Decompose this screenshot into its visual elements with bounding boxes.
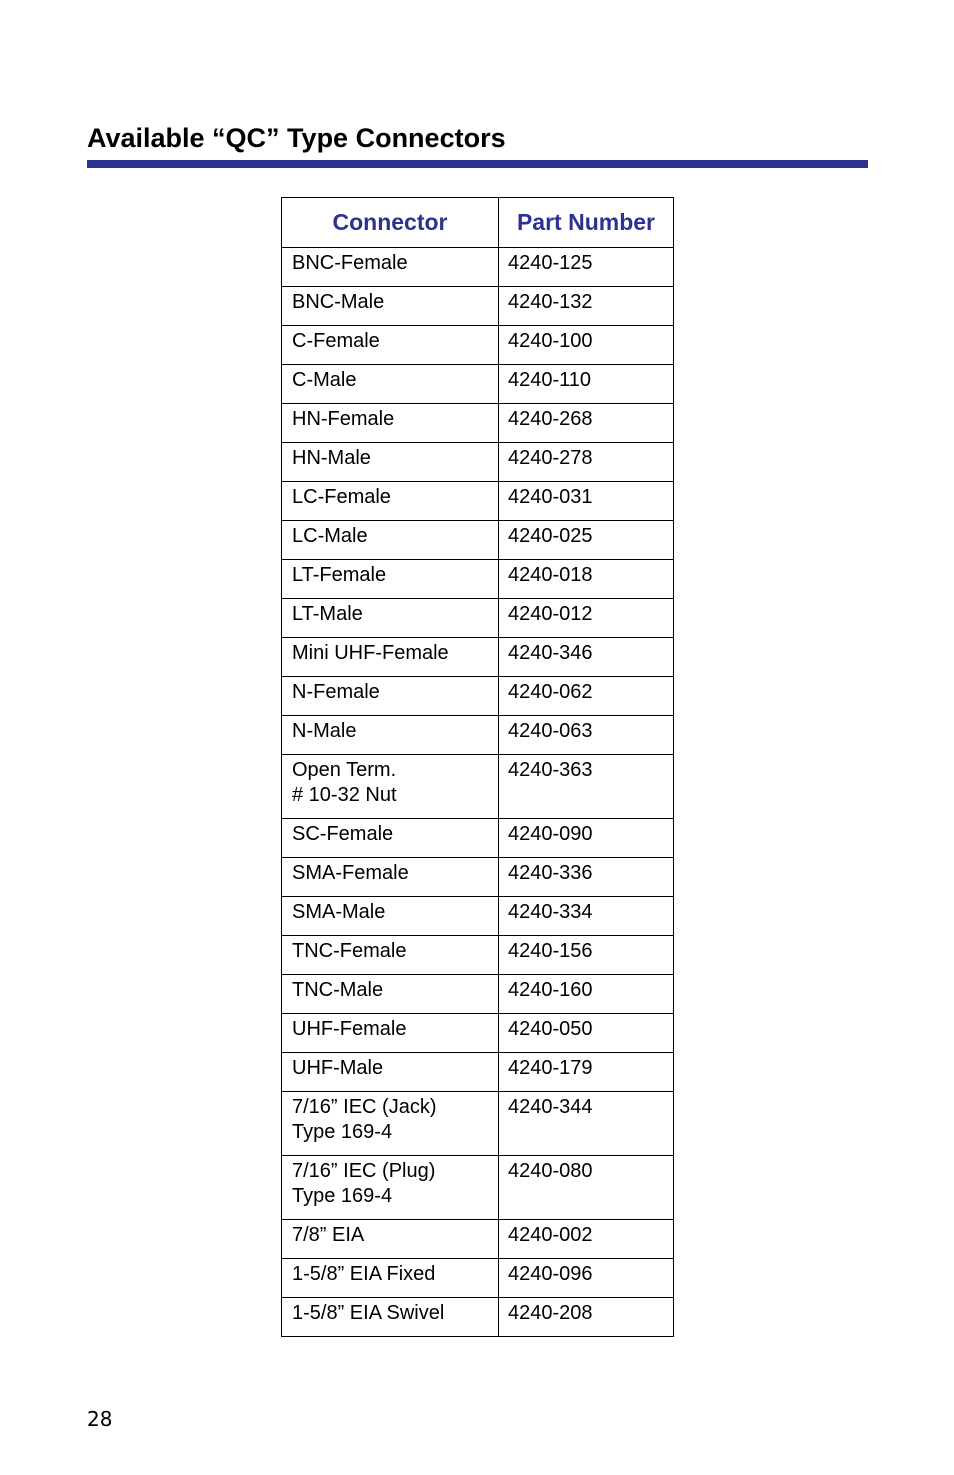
table-row [282,1156,674,1220]
connector-name-line: SMA-Male [292,901,386,923]
table-row [282,755,674,819]
part-number-cell: 4240-018 [499,560,674,599]
connector-cell [282,248,499,287]
part-number-cell: 4240-050 [499,1014,674,1053]
connector-name-line: LT-Female [292,564,387,586]
table-row [282,677,674,716]
table-row [282,365,674,404]
connector-table-container [281,197,673,1337]
table-row [282,326,674,365]
connector-name-line: C-Female [292,330,380,352]
connector-cell [282,1156,499,1220]
table-row [282,521,674,560]
connector-name-line: LT-Male [292,603,363,625]
connector-cell [282,482,499,521]
part-number-cell: 4240-156 [499,936,674,975]
part-number-cell: 4240-208 [499,1298,674,1337]
part-number-cell: 4240-268 [499,404,674,443]
connector-cell [282,404,499,443]
connector-name-line: 1-5/8” EIA Swivel [292,1302,445,1324]
connector-name-line: N-Male [292,720,357,742]
part-number-cell: 4240-031 [499,482,674,521]
connector-cell [282,560,499,599]
page-title: Available “QC” Type Connectors [87,123,506,153]
table-row [282,443,674,482]
connector-name-line: # 10-32 Nut [292,784,397,806]
connector-name-line: 7/16” IEC (Jack) [292,1096,437,1118]
part-number-cell: 4240-346 [499,638,674,677]
table-row [282,1092,674,1156]
part-number-cell: 4240-336 [499,858,674,897]
connector-name-line: TNC-Male [292,979,384,1001]
table-row [282,819,674,858]
part-number-cell: 4240-100 [499,326,674,365]
table-row [282,858,674,897]
connector-cell [282,638,499,677]
table-row [282,975,674,1014]
connector-cell [282,1092,499,1156]
connector-cell [282,326,499,365]
connector-name-line: HN-Female [292,408,395,430]
table-row [282,1220,674,1259]
table-row [282,287,674,326]
connector-name-line: SMA-Female [292,862,409,884]
table-body [282,248,674,1337]
connector-name-line: UHF-Male [292,1057,384,1079]
table-row [282,404,674,443]
connector-cell [282,521,499,560]
part-number-cell: 4240-363 [499,755,674,819]
title-rule [87,160,868,168]
connector-cell [282,677,499,716]
connector-cell [282,755,499,819]
connector-name-line: Type 169-4 [292,1185,393,1207]
connector-cell [282,858,499,897]
connector-name-line: C-Male [292,369,357,391]
table-row [282,1298,674,1337]
table-row [282,1053,674,1092]
part-number-cell: 4240-025 [499,521,674,560]
table-row [282,1259,674,1298]
table-row [282,936,674,975]
connector-table [281,197,674,1337]
connector-name-line: SC-Female [292,823,394,845]
page-number: 28 [87,1407,113,1431]
connector-name-line: N-Female [292,681,380,703]
connector-name-line: 1-5/8” EIA Fixed [292,1263,436,1285]
connector-name-line: Type 169-4 [292,1121,393,1143]
part-number-cell: 4240-344 [499,1092,674,1156]
connector-name-line: BNC-Male [292,291,385,313]
table-row [282,482,674,521]
part-number-cell: 4240-096 [499,1259,674,1298]
table-row [282,897,674,936]
table-row [282,248,674,287]
table-row [282,716,674,755]
part-number-cell: 4240-278 [499,443,674,482]
part-number-cell: 4240-012 [499,599,674,638]
connector-cell [282,897,499,936]
connector-cell [282,1014,499,1053]
connector-name-line: BNC-Female [292,252,408,274]
connector-cell [282,365,499,404]
column-header-part-number: Part Number [499,198,674,248]
connector-cell [282,287,499,326]
part-number-cell: 4240-062 [499,677,674,716]
connector-name-line: LC-Male [292,525,368,547]
connector-cell [282,1220,499,1259]
connector-cell [282,716,499,755]
table-header-row [282,198,674,248]
connector-name-line: 7/16” IEC (Plug) [292,1160,436,1182]
part-number-cell: 4240-002 [499,1220,674,1259]
connector-name-line: Open Term. [292,759,397,781]
table-row [282,1014,674,1053]
part-number-cell: 4240-334 [499,897,674,936]
connector-cell [282,975,499,1014]
connector-name-line: LC-Female [292,486,391,508]
part-number-cell: 4240-132 [499,287,674,326]
connector-cell [282,936,499,975]
part-number-cell: 4240-160 [499,975,674,1014]
table-row [282,560,674,599]
part-number-cell: 4240-110 [499,365,674,404]
part-number-cell: 4240-090 [499,819,674,858]
table-row [282,638,674,677]
connector-cell [282,599,499,638]
connector-name-line: UHF-Female [292,1018,407,1040]
column-header-connector: Connector [282,198,499,248]
connector-cell [282,1259,499,1298]
connector-name-line: 7/8” EIA [292,1224,365,1246]
part-number-cell: 4240-179 [499,1053,674,1092]
connector-name-line: HN-Male [292,447,371,469]
connector-name-line: TNC-Female [292,940,407,962]
table-row [282,599,674,638]
connector-cell [282,443,499,482]
connector-name-line: Mini UHF-Female [292,642,449,664]
part-number-cell: 4240-125 [499,248,674,287]
part-number-cell: 4240-063 [499,716,674,755]
connector-cell [282,819,499,858]
connector-cell [282,1298,499,1337]
connector-cell [282,1053,499,1092]
part-number-cell: 4240-080 [499,1156,674,1220]
